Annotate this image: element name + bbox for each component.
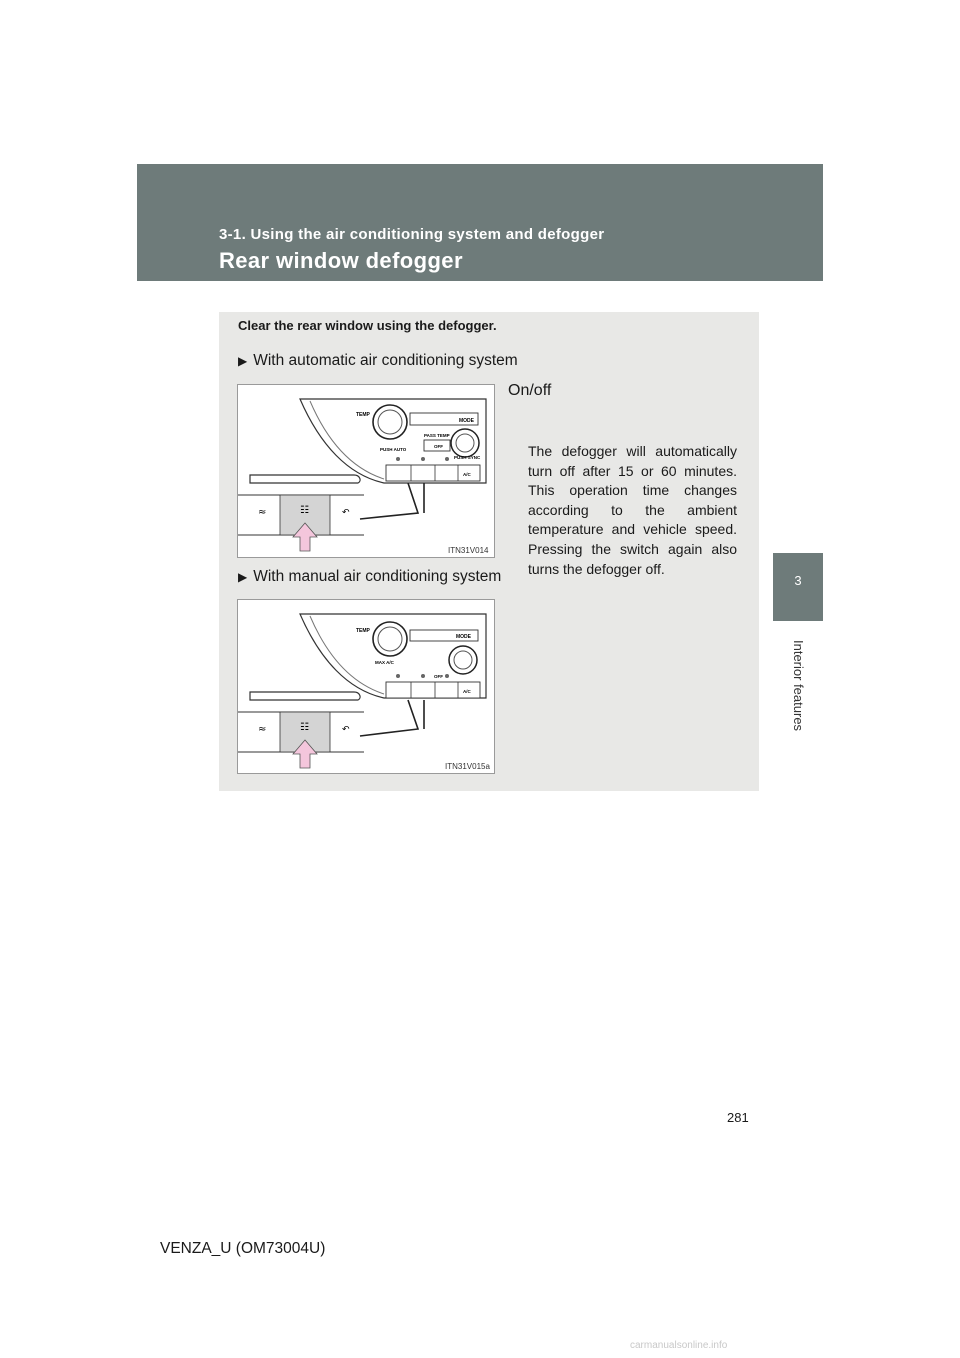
figure-id: ITN31V015a <box>445 762 490 771</box>
label-push-sync: PUSH SYNC <box>454 455 481 460</box>
recirculation-icon: ↶ <box>342 508 350 518</box>
rear-defogger-icon: ☷ <box>300 722 309 733</box>
rear-defogger-icon: ☷ <box>300 505 309 516</box>
label-ac: A/C <box>463 689 471 694</box>
watermark: carmanualsonline.info <box>630 1340 728 1351</box>
manual-ac-panel-drawing <box>238 600 496 775</box>
front-defrost-icon: ≈ <box>258 507 267 518</box>
label-temp: TEMP <box>356 412 370 418</box>
label-off: OFF <box>434 444 443 449</box>
bullet-automatic-label: With automatic air conditioning system <box>253 352 518 369</box>
footer-model-code: VENZA_U (OM73004U) <box>160 1240 326 1257</box>
manual-ac-illustration <box>237 599 495 774</box>
triangle-bullet-icon: ▶ <box>238 354 248 368</box>
automatic-ac-panel-drawing <box>238 385 496 559</box>
label-max-ac: MAX A/C <box>375 660 394 665</box>
label-temp: TEMP <box>356 628 370 634</box>
triangle-bullet-icon: ▶ <box>238 570 248 584</box>
chapter-number: 3 <box>794 573 802 588</box>
label-off: OFF <box>434 674 443 679</box>
automatic-description: The defogger will automatically turn off after 15 or 60 minutes. This operation time changes according to the ambient temperature and vehicle speed. Pressing the switch again also turns the defogger off. <box>528 443 737 577</box>
figure-id: ITN31V014 <box>448 546 489 555</box>
front-defrost-icon: ≈ <box>258 724 267 735</box>
chapter-title: Interior features <box>791 640 806 732</box>
label-mode: MODE <box>459 418 474 424</box>
section-label: 3-1. Using the air conditioning system and defogger <box>219 226 605 243</box>
on-off-heading: On/off <box>508 382 552 399</box>
page-number: 281 <box>727 1110 749 1125</box>
page-title: Rear window defogger <box>219 248 463 273</box>
label-ac: A/C <box>463 472 471 477</box>
bullet-manual <box>238 568 501 586</box>
automatic-ac-illustration <box>237 384 495 558</box>
label-pass-temp: PASS TEMP <box>424 433 450 438</box>
bullet-automatic <box>238 352 518 370</box>
intro-text: Clear the rear window using the defogger. <box>238 318 497 333</box>
label-mode: MODE <box>456 634 471 640</box>
label-push-auto: PUSH AUTO <box>380 447 407 452</box>
recirculation-icon: ↶ <box>342 725 350 735</box>
bullet-manual-label: With manual air conditioning system <box>253 568 502 585</box>
